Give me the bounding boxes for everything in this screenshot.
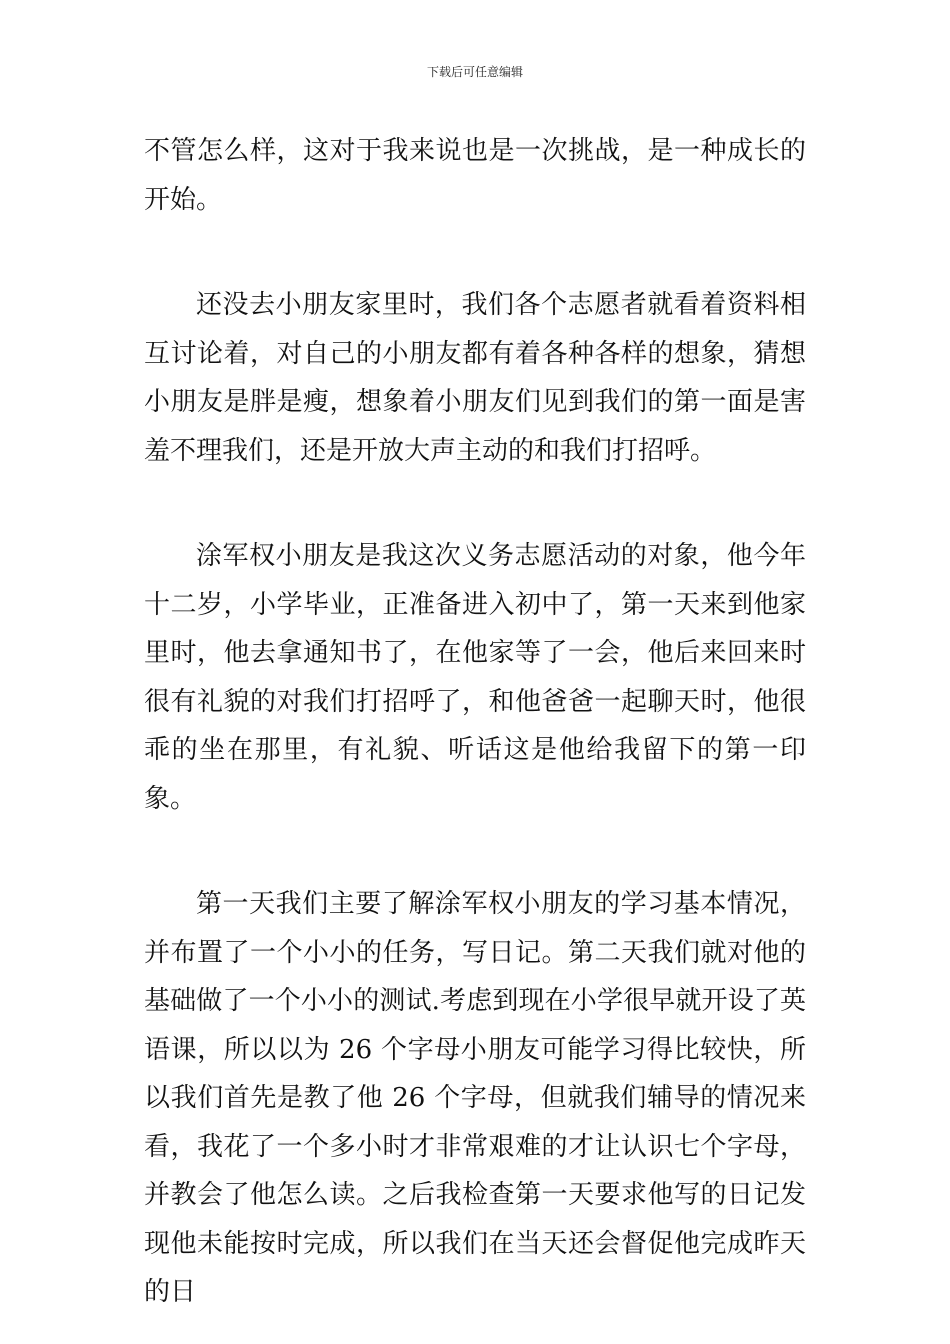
paragraph-3: 涂军权小朋友是我这次义务志愿活动的对象，他今年十二岁，小学毕业，正准备进入初中了，第一天来到他家里时，他去拿通知书了，在他家等了一会，他后来回来时很有礼貌的对我们打招呼了，和他爸爸一起聊天时，他很乖的坐在那里，有礼貌、听话这是他给我留下的第一印象。 — [144, 541, 806, 814]
paragraph-spacer — [144, 224, 806, 281]
page-header: 下载后可任意编辑 — [426, 65, 523, 79]
paragraph-spacer — [144, 823, 806, 880]
paragraph-4: 第一天我们主要了解涂军权小朋友的学习基本情况，并布置了一个小小的任务，写日记。第二天我们就对他的基础做了一个小小的测试.考虑到现在小学很早就开设了英语课，所以以为 26 个字母小朋友可能学习得比较快，所以我们首先是教了他 26 个字母，但就我们辅导的情况来看，我花了一个多小时才非常艰难的才让认识七个字母，并教会了他怎么读。之后我检查第一天要求他写的日记发现他未能按时完成，所以我们在当天还会督促他完成昨天的日 — [144, 889, 806, 1307]
document-body — [144, 127, 806, 1317]
paragraph-spacer — [144, 475, 806, 532]
paragraph-2: 还没去小朋友家里时，我们各个志愿者就看着资料相互讨论着，对自己的小朋友都有着各种各样的想象，猜想小朋友是胖是瘦，想象着小朋友们见到我们的第一面是害羞不理我们，还是开放大声主动的和我们打招呼。 — [144, 290, 806, 466]
paragraph-1: 不管怎么样，这对于我来说也是一次挑战，是一种成长的开始。 — [144, 136, 806, 215]
